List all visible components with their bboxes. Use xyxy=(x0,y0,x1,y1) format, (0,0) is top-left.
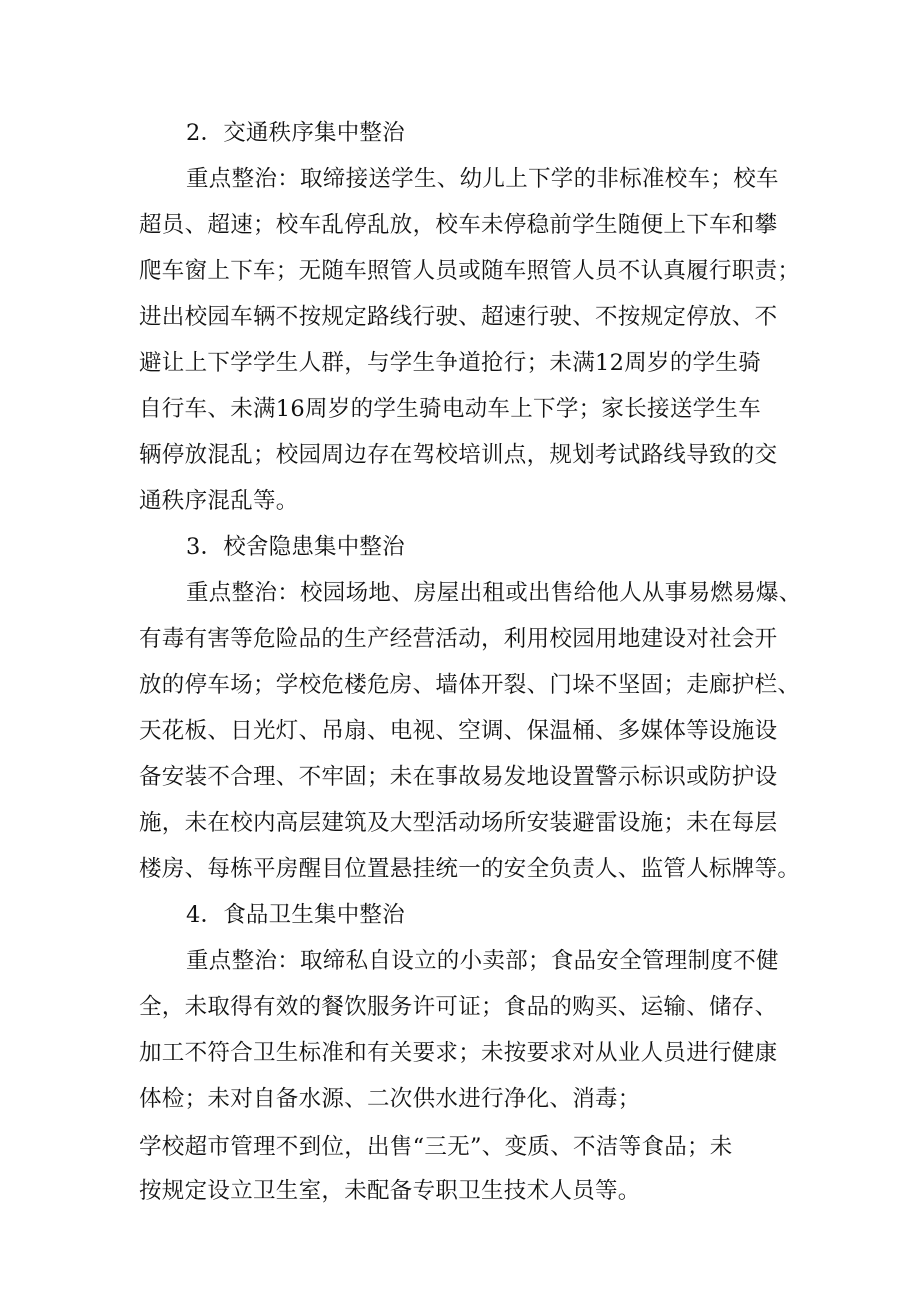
paragraph-line: 施，未在校内高层建筑及大型活动场所安装避雷设施；未在每层 xyxy=(139,810,778,836)
paragraph-line: 重点整治：校园场地、房屋出租或出售给他人从事易燃易爆、 xyxy=(186,580,802,606)
paragraph-line: 按规定设立卫生室，未配备专职卫生技术人员等。 xyxy=(139,1178,641,1204)
paragraph-line: 辆停放混乱；校园周边存在驾校培训点，规划考试路线导致的交 xyxy=(139,442,778,468)
paragraph-line: 避让上下学学生人群，与学生争道抢行；未满12周岁的学生骑 xyxy=(139,350,762,376)
paragraph-line: 自行车、未满16周岁的学生骑电动车上下学；家长接送学生车 xyxy=(139,396,762,422)
paragraph-line: 超员、超速；校车乱停乱放，校车未停稳前学生随便上下车和攀 xyxy=(139,212,778,238)
section-heading: 2．交通秩序集中整治 xyxy=(186,120,405,146)
paragraph-line: 体检；未对自备水源、二次供水进行净化、消毒； xyxy=(139,1086,641,1112)
paragraph-line: 加工不符合卫生标准和有关要求；未按要求对从业人员进行健康 xyxy=(139,1040,778,1066)
paragraph-line: 通秩序混乱等。 xyxy=(139,488,299,514)
paragraph-line: 楼房、每栋平房醒目位置悬挂统一的安全负责人、监管人标牌等。 xyxy=(139,856,801,882)
paragraph-line: 爬车窗上下车；无随车照管人员或随车照管人员不认真履行职责； xyxy=(139,258,801,284)
paragraph-line: 全，未取得有效的餐饮服务许可证；食品的购买、运输、储存、 xyxy=(139,994,778,1020)
paragraph-line: 有毒有害等危险品的生产经营活动，利用校园用地建设对社会开 xyxy=(139,626,778,652)
paragraph-line: 备安装不合理、不牢固；未在事故易发地设置警示标识或防护设 xyxy=(139,764,778,790)
paragraph-line: 学校超市管理不到位，出售“三无”、变质、不洁等食品；未 xyxy=(139,1134,733,1160)
section-heading: 4．食品卫生集中整治 xyxy=(186,902,405,928)
section-heading: 3．校舍隐患集中整治 xyxy=(186,534,405,560)
paragraph-line: 重点整治：取缔接送学生、幼儿上下学的非标准校车；校车 xyxy=(186,166,779,192)
paragraph-line: 重点整治：取缔私自设立的小卖部；食品安全管理制度不健 xyxy=(186,948,779,974)
paragraph-line: 天花板、日光灯、吊扇、电视、空调、保温桶、多媒体等设施设 xyxy=(139,718,778,744)
paragraph-line: 放的停车场；学校危楼危房、墙体开裂、门垛不坚固；走廊护栏、 xyxy=(139,672,801,698)
paragraph-line: 进出校园车辆不按规定路线行驶、超速行驶、不按规定停放、不 xyxy=(139,304,778,330)
